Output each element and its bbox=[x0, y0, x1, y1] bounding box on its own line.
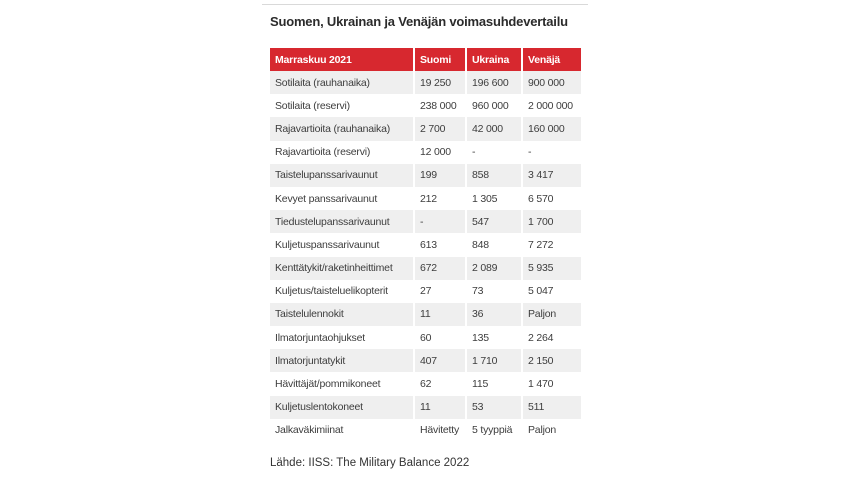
value-ukraine: 5 tyyppiä bbox=[466, 419, 522, 442]
table-row bbox=[270, 280, 581, 303]
value-russia: Paljon bbox=[522, 419, 581, 442]
row-label: Rajavartioita (rauhanaika) bbox=[270, 117, 414, 140]
header-ukraine: Ukraina bbox=[466, 48, 522, 71]
value-finland: 60 bbox=[414, 326, 466, 349]
row-label: Jalkaväkimiinat bbox=[270, 419, 414, 442]
value-russia: 2 150 bbox=[522, 349, 581, 372]
row-label: Kuljetus/taisteluelikopterit bbox=[270, 280, 414, 303]
table-row bbox=[270, 257, 581, 280]
value-ukraine: 53 bbox=[466, 396, 522, 419]
value-russia: 6 570 bbox=[522, 187, 581, 210]
value-ukraine: 42 000 bbox=[466, 117, 522, 140]
comparison-table bbox=[270, 48, 581, 442]
value-russia: 2 264 bbox=[522, 326, 581, 349]
header-russia: Venäjä bbox=[522, 48, 581, 71]
row-label: Kuljetuspanssarivaunut bbox=[270, 233, 414, 256]
row-label: Sotilaita (reservi) bbox=[270, 94, 414, 117]
table-row bbox=[270, 210, 581, 233]
header-period: Marraskuu 2021 bbox=[270, 48, 414, 71]
value-finland: 27 bbox=[414, 280, 466, 303]
source-note: Lähde: IISS: The Military Balance 2022 bbox=[270, 457, 470, 469]
value-russia: Paljon bbox=[522, 303, 581, 326]
value-russia: - bbox=[522, 141, 581, 164]
value-russia: 5 047 bbox=[522, 280, 581, 303]
value-ukraine: 36 bbox=[466, 303, 522, 326]
table-row bbox=[270, 141, 581, 164]
divider bbox=[262, 4, 588, 5]
value-finland: Hävitetty bbox=[414, 419, 466, 442]
value-russia: 160 000 bbox=[522, 117, 581, 140]
value-finland: 19 250 bbox=[414, 71, 466, 94]
row-label: Sotilaita (rauhanaika) bbox=[270, 71, 414, 94]
value-ukraine: 547 bbox=[466, 210, 522, 233]
row-label: Kuljetuslentokoneet bbox=[270, 396, 414, 419]
table-row bbox=[270, 94, 581, 117]
value-finland: 2 700 bbox=[414, 117, 466, 140]
value-finland: 212 bbox=[414, 187, 466, 210]
value-ukraine: 1 710 bbox=[466, 349, 522, 372]
table-row bbox=[270, 117, 581, 140]
value-finland: 238 000 bbox=[414, 94, 466, 117]
table-row bbox=[270, 349, 581, 372]
value-ukraine: 196 600 bbox=[466, 71, 522, 94]
value-finland: 613 bbox=[414, 233, 466, 256]
row-label: Taistelulennokit bbox=[270, 303, 414, 326]
row-label: Taistelupanssarivaunut bbox=[270, 164, 414, 187]
row-label: Ilmatorjuntatykit bbox=[270, 349, 414, 372]
value-finland: 62 bbox=[414, 372, 466, 395]
value-russia: 1 470 bbox=[522, 372, 581, 395]
value-finland: 12 000 bbox=[414, 141, 466, 164]
row-label: Hävittäjät/pommikoneet bbox=[270, 372, 414, 395]
table-row bbox=[270, 419, 581, 442]
table-row bbox=[270, 372, 581, 395]
table-row bbox=[270, 71, 581, 94]
value-ukraine: 858 bbox=[466, 164, 522, 187]
row-label: Kenttätykit/raketinheittimet bbox=[270, 257, 414, 280]
value-russia: 511 bbox=[522, 396, 581, 419]
value-ukraine: - bbox=[466, 141, 522, 164]
value-russia: 5 935 bbox=[522, 257, 581, 280]
table-row bbox=[270, 233, 581, 256]
header-finland: Suomi bbox=[414, 48, 466, 71]
value-finland: 11 bbox=[414, 396, 466, 419]
value-finland: 672 bbox=[414, 257, 466, 280]
value-ukraine: 73 bbox=[466, 280, 522, 303]
value-ukraine: 135 bbox=[466, 326, 522, 349]
table-body bbox=[270, 71, 581, 442]
value-russia: 2 000 000 bbox=[522, 94, 581, 117]
row-label: Ilmatorjuntaohjukset bbox=[270, 326, 414, 349]
value-ukraine: 960 000 bbox=[466, 94, 522, 117]
row-label: Rajavartioita (reservi) bbox=[270, 141, 414, 164]
value-ukraine: 1 305 bbox=[466, 187, 522, 210]
table-row bbox=[270, 303, 581, 326]
value-finland: 11 bbox=[414, 303, 466, 326]
value-finland: 199 bbox=[414, 164, 466, 187]
value-ukraine: 848 bbox=[466, 233, 522, 256]
value-ukraine: 2 089 bbox=[466, 257, 522, 280]
value-ukraine: 115 bbox=[466, 372, 522, 395]
table-row bbox=[270, 164, 581, 187]
value-finland: - bbox=[414, 210, 466, 233]
row-label: Tiedustelupanssarivaunut bbox=[270, 210, 414, 233]
value-russia: 7 272 bbox=[522, 233, 581, 256]
table-header-row bbox=[270, 48, 581, 71]
table-row bbox=[270, 187, 581, 210]
value-finland: 407 bbox=[414, 349, 466, 372]
page-title: Suomen, Ukrainan ja Venäjän voimasuhdevertailu bbox=[270, 14, 568, 29]
value-russia: 1 700 bbox=[522, 210, 581, 233]
row-label: Kevyet panssarivaunut bbox=[270, 187, 414, 210]
value-russia: 900 000 bbox=[522, 71, 581, 94]
table-row bbox=[270, 396, 581, 419]
table-row bbox=[270, 326, 581, 349]
value-russia: 3 417 bbox=[522, 164, 581, 187]
